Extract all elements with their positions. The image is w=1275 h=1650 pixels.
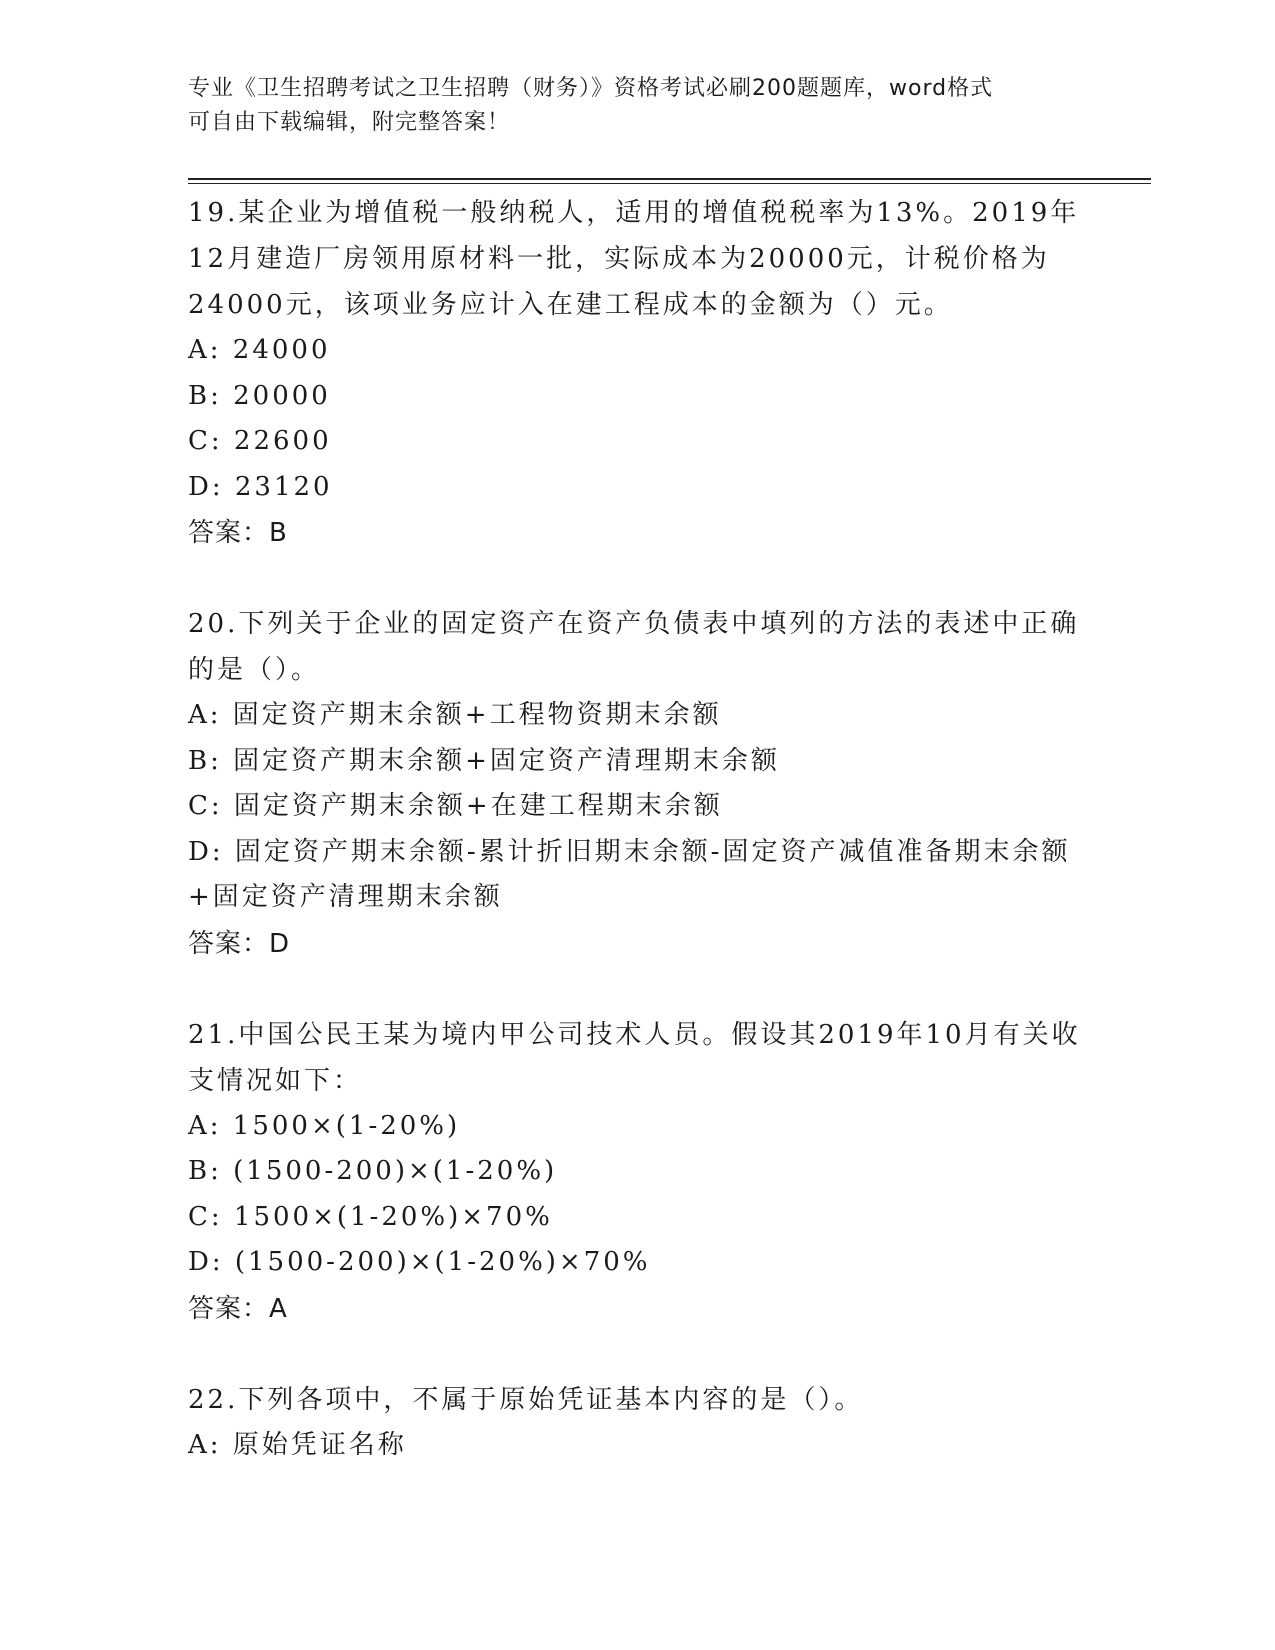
- header-line-2: 可自由下载编辑，附完整答案！: [188, 110, 511, 135]
- answer: 答案：A: [188, 1293, 288, 1324]
- answer: 答案：D: [188, 928, 291, 959]
- option-d: D: 固定资产期末余额-累计折旧期末余额-固定资产减值准备期末余额+固定资产清理期末余额: [188, 836, 1071, 912]
- option-d: D: 23120: [188, 471, 333, 502]
- option-b: B: 固定资产期末余额+固定资产清理期末余额: [188, 745, 780, 776]
- option-c: C: 22600: [188, 426, 332, 456]
- option-b: B: 20000: [188, 380, 331, 411]
- header-divider: [188, 178, 1151, 184]
- option-a: A: 24000: [188, 335, 331, 365]
- question-stem: 20.下列关于企业的固定资产在资产负债表中填列的方法的表述中正确的是（）。: [188, 609, 1080, 685]
- answer: 答案：B: [188, 518, 288, 548]
- option-a: A: 原始凭证名称: [188, 1429, 407, 1460]
- option-a: A: 固定资产期末余额+工程物资期末余额: [188, 700, 722, 730]
- question-20: [188, 601, 1088, 967]
- document-header: [188, 72, 1088, 140]
- option-a: A: 1500×(1-20%): [188, 1110, 461, 1141]
- question-list: [188, 190, 1088, 1468]
- option-d: D: (1500-200)×(1-20%)×70%: [188, 1247, 651, 1277]
- question-stem: 21.中国公民王某为境内甲公司技术人员。假设其2019年10月有关收支情况如下：: [188, 1019, 1081, 1096]
- option-b: B: (1500-200)×(1-20%): [188, 1156, 558, 1186]
- header-line-1: 专业《卫生招聘考试之卫生招聘（财务）》资格考试必刷200题题库，word格式: [188, 76, 994, 101]
- question-22: [188, 1377, 1088, 1469]
- option-c: C: 1500×(1-20%)×70%: [188, 1201, 553, 1232]
- question-stem: 22.下列各项中，不属于原始凭证基本内容的是（）。: [188, 1384, 864, 1415]
- question-stem: 19.某企业为增值税一般纳税人，适用的增值税税率为13%。2019年12月建造厂房领用原材料一批，实际成本为20000元，计税价格为24000元，该项业务应计入在建工程成本的金额为（）元。: [188, 198, 1080, 320]
- question-21: [188, 1012, 1088, 1332]
- option-c: C: 固定资产期末余额+在建工程期末余额: [188, 791, 723, 821]
- question-19: [188, 190, 1088, 556]
